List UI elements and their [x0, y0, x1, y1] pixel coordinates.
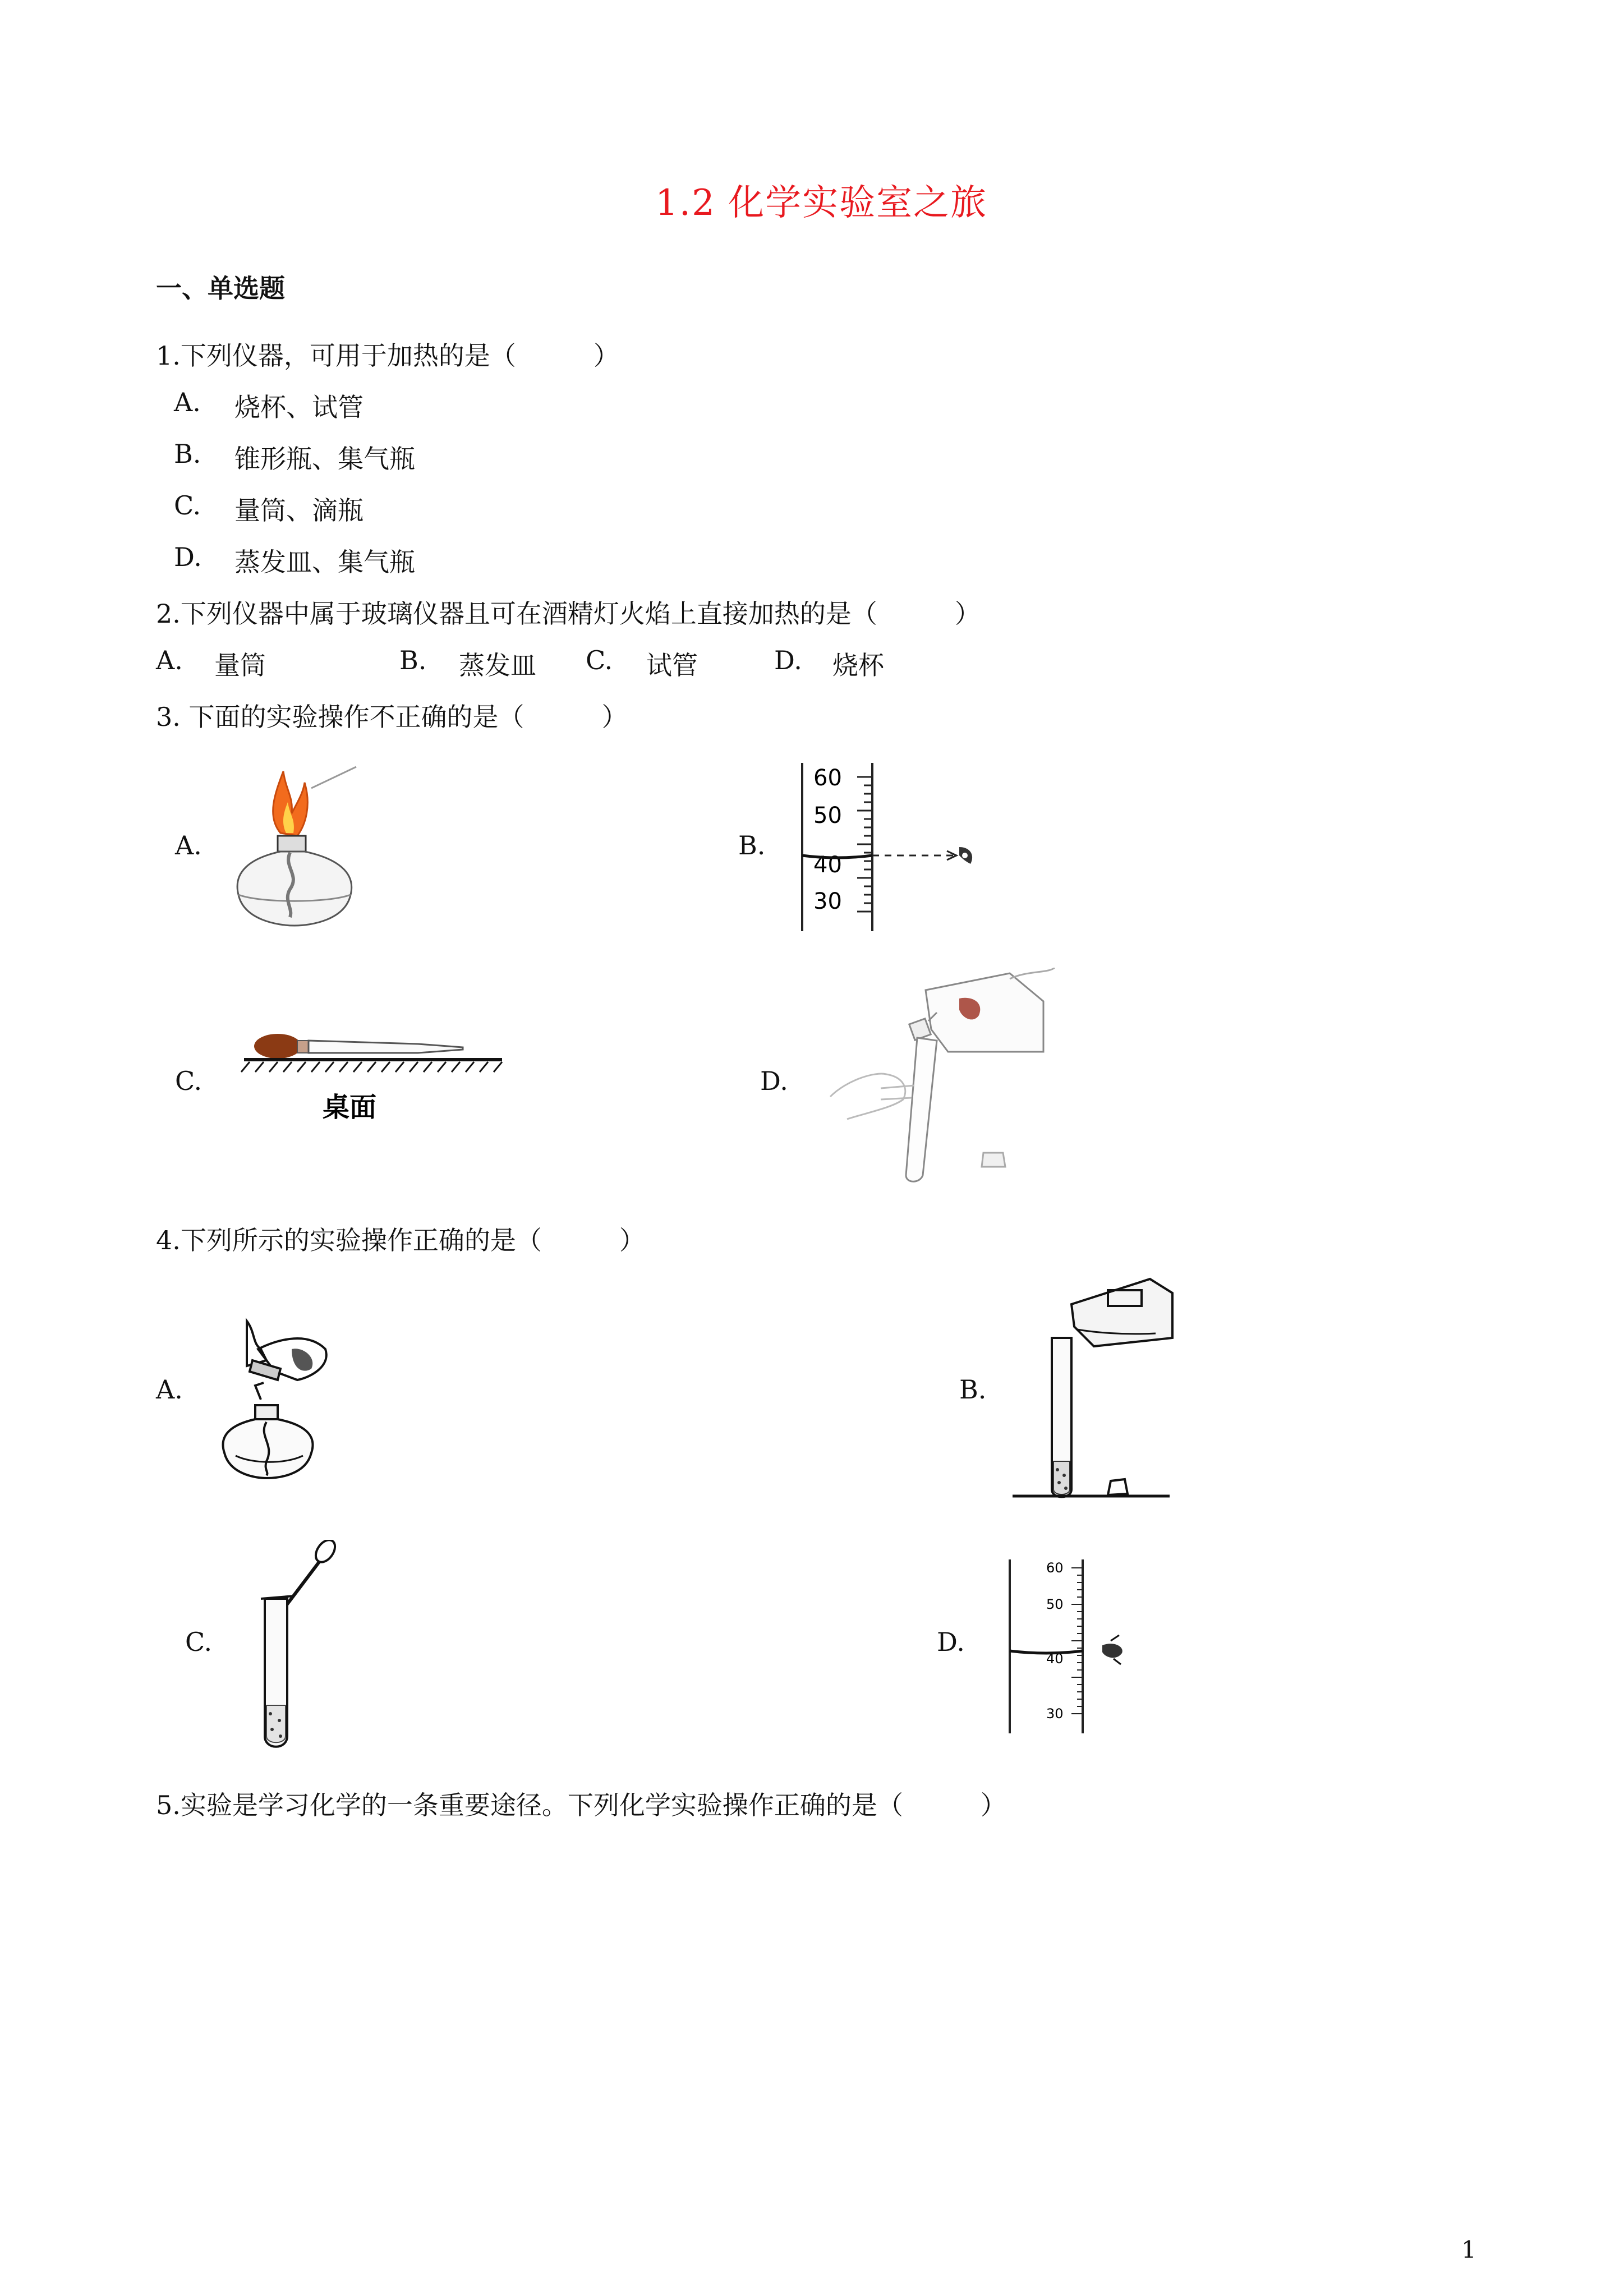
q2-option-d-text: 烧杯	[832, 650, 884, 680]
q4-tick-50: 50	[1046, 1596, 1064, 1612]
q4-label-d: D.	[937, 1627, 965, 1657]
q3-label-d: D.	[760, 1066, 788, 1096]
section-heading: 一、单选题	[156, 273, 285, 303]
q1-option-d-text: 蒸发皿、集气瓶	[234, 547, 415, 577]
pouring-into-test-tube-figure	[1010, 1271, 1178, 1506]
q4-tick-30: 30	[1046, 1706, 1064, 1722]
q4-tick-40: 40	[1046, 1651, 1064, 1667]
q3-tick-40: 40	[813, 852, 842, 878]
q3-tick-60: 60	[813, 765, 842, 791]
q3-label-c: C.	[175, 1066, 203, 1096]
q1-option-c-text: 量筒、滴瓶	[234, 495, 364, 526]
q3-tick-50: 50	[813, 803, 842, 829]
q3-label-b: B.	[738, 830, 766, 861]
dropper-on-table-figure	[238, 1018, 508, 1130]
q2-option-b-letter: B.	[399, 645, 427, 675]
q4-label-c: C.	[185, 1627, 213, 1657]
q4-label-a: A.	[156, 1374, 183, 1405]
q2-option-c-letter: C.	[586, 645, 613, 675]
q4-tick-60: 60	[1046, 1560, 1064, 1576]
pouring-liquid-figure	[825, 968, 1060, 1186]
question-2-stem: 2.下列仪器中属于玻璃仪器且可在酒精灯火焰上直接加热的是（ ）	[156, 599, 981, 629]
lamp-to-lamp-lighting-figure	[213, 1315, 348, 1484]
q3-label-a: A.	[175, 830, 202, 861]
desk-label: 桌面	[323, 1092, 377, 1123]
dropper-in-test-tube-figure	[241, 1540, 342, 1753]
question-5-stem: 5.实验是学习化学的一条重要途径。下列化学实验操作正确的是（ ）	[156, 1790, 1006, 1820]
graduated-cylinder-reading-figure	[797, 760, 987, 934]
q2-option-b-text: 蒸发皿	[459, 650, 536, 680]
q1-option-a-letter: A.	[174, 387, 201, 417]
q3-tick-30: 30	[813, 889, 842, 914]
q2-option-a-letter: A.	[156, 645, 183, 675]
q2-option-d-letter: D.	[774, 645, 802, 675]
q1-option-d-letter: D.	[174, 542, 202, 572]
question-4-stem: 4.下列所示的实验操作正确的是（ ）	[156, 1225, 645, 1255]
q2-option-c-text: 试管	[646, 650, 698, 680]
q1-option-a-text: 烧杯、试管	[234, 392, 364, 422]
question-3-stem: 3. 下面的实验操作不正确的是（ ）	[156, 702, 628, 732]
page-title: 1.2 化学实验室之旅	[655, 182, 988, 224]
q2-option-a-text: 量筒	[214, 650, 266, 680]
alcohol-lamp-lighting-figure	[227, 760, 362, 934]
question-1-stem: 1.下列仪器，可用于加热的是（ ）	[156, 341, 619, 371]
cylinder-reading-top-view-figure	[999, 1557, 1144, 1736]
q1-option-b-letter: B.	[174, 439, 201, 469]
q1-option-b-text: 锥形瓶、集气瓶	[234, 444, 415, 474]
q1-option-c-letter: C.	[174, 490, 201, 521]
q4-label-b: B.	[959, 1374, 987, 1405]
page-number: 1	[1461, 2236, 1476, 2263]
